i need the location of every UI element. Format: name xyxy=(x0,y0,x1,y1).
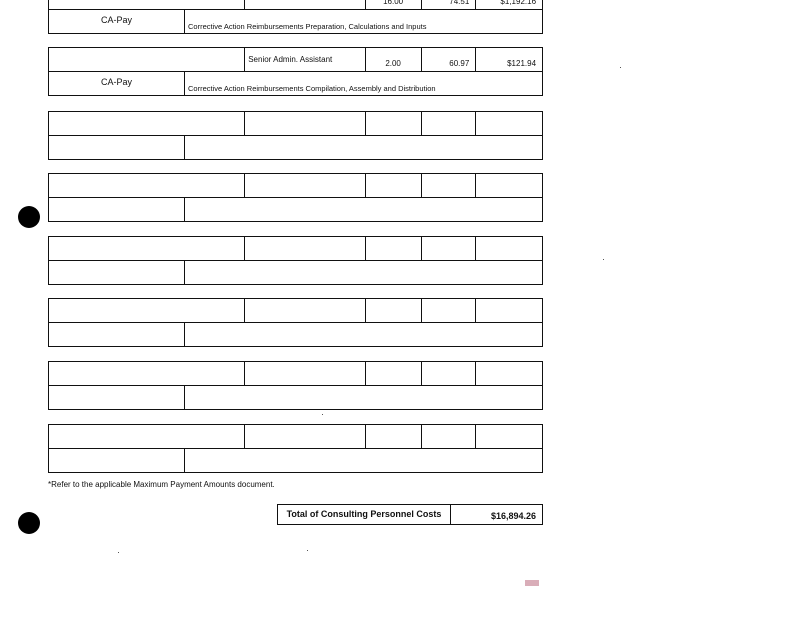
category-label: CA-Pay xyxy=(100,77,132,87)
total-box xyxy=(277,504,543,525)
cost-block-2 xyxy=(48,47,543,96)
cost-block-empty xyxy=(48,236,543,285)
scan-speck xyxy=(322,414,323,415)
cost-block-empty xyxy=(48,173,543,222)
task-row xyxy=(48,72,543,96)
task-row xyxy=(48,10,543,34)
scan-speck xyxy=(603,259,604,260)
amount-value: $1,192.16 xyxy=(500,0,537,6)
scan-speck xyxy=(620,67,621,68)
total-value: $16,894.26 xyxy=(490,511,536,521)
category-label: CA-Pay xyxy=(100,15,132,25)
rate-value: 60.97 xyxy=(449,59,470,68)
cost-block-empty xyxy=(48,111,543,160)
cost-block-1 xyxy=(48,0,543,34)
amount-value: $121.94 xyxy=(507,59,537,68)
cost-row xyxy=(48,0,543,10)
hours-value: 2.00 xyxy=(385,59,401,68)
cost-block-empty xyxy=(48,361,543,410)
scan-speck xyxy=(118,552,119,553)
binder-hole xyxy=(18,512,40,534)
hours-value: 16.00 xyxy=(383,0,404,6)
task-description: Corrective Action Reimbursements Compilation, Assembly and Distribution xyxy=(188,84,436,93)
binder-hole xyxy=(18,206,40,228)
cost-block-empty xyxy=(48,424,543,473)
scan-speck xyxy=(307,550,308,551)
stamp-mark-icon xyxy=(525,580,539,586)
position-title: Senior Admin. Assistant xyxy=(248,55,333,64)
total-label: Total of Consulting Personnel Costs xyxy=(278,505,451,524)
cost-block-empty xyxy=(48,298,543,347)
footnote: *Refer to the applicable Maximum Payment Amounts document. xyxy=(48,480,275,489)
cost-row xyxy=(48,47,543,72)
task-description: Corrective Action Reimbursements Preparation, Calculations and Inputs xyxy=(188,22,427,31)
rate-value: 74.51 xyxy=(449,0,470,6)
